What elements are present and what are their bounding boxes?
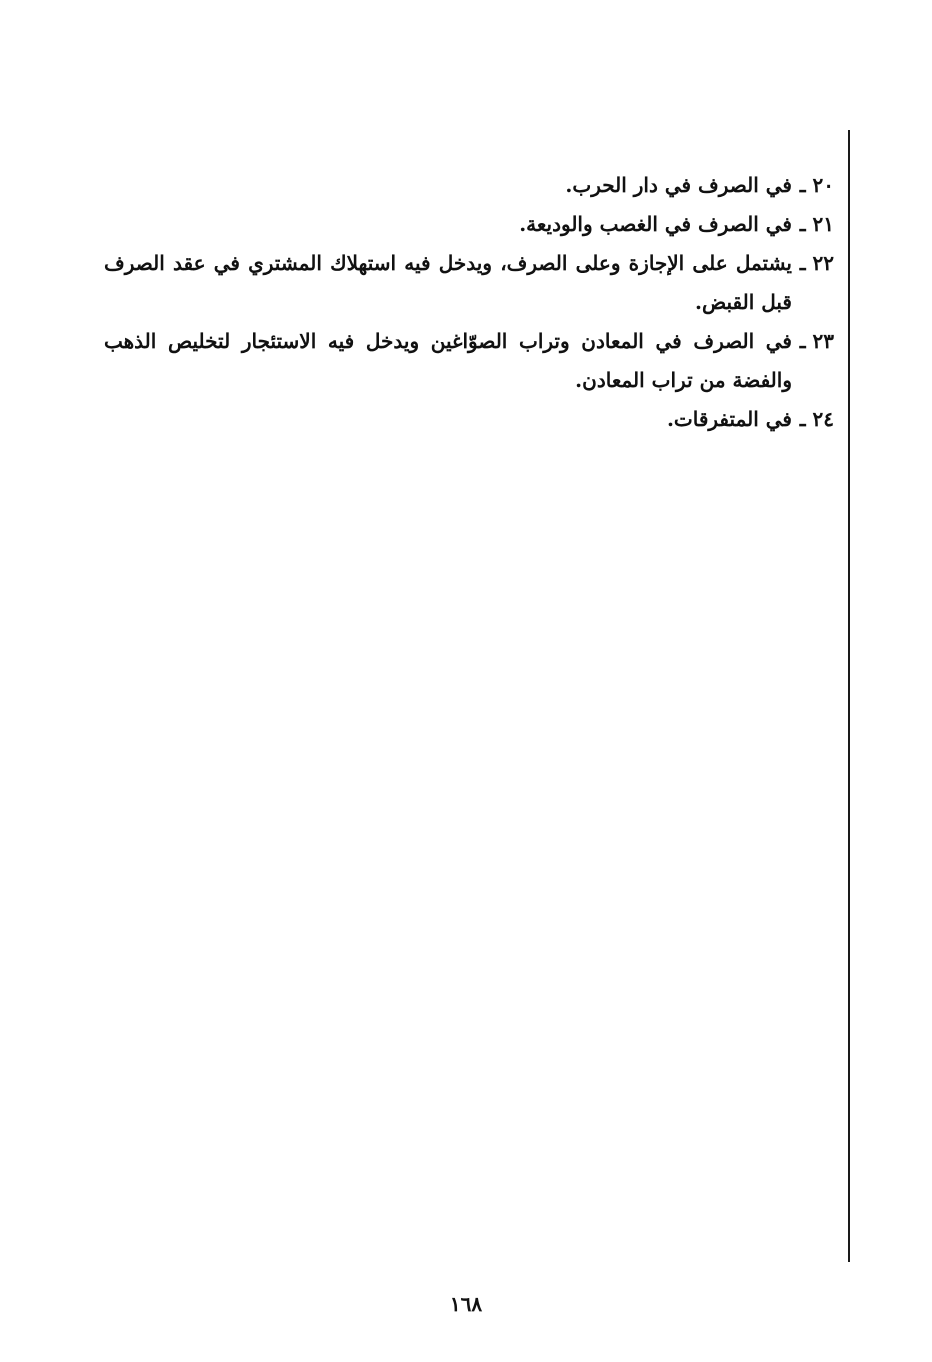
item-number: ٢٠ ـ (799, 173, 834, 197)
list-item (104, 400, 834, 439)
list-item (104, 244, 834, 322)
page-number: ١٦٨ (449, 1292, 483, 1316)
item-number: ٢١ ـ (799, 212, 834, 236)
margin-rule (848, 130, 850, 1262)
list-item (104, 205, 834, 244)
item-text: في الصرف في الغصب والوديعة. (519, 212, 792, 236)
list-item (104, 166, 834, 205)
item-text: في الصرف في دار الحرب. (565, 173, 792, 197)
item-number: ٢٢ ـ (799, 251, 834, 275)
item-text: في المتفرقات. (666, 407, 792, 431)
item-text: في الصرف في المعادن وتراب الصوّاغين ويدخل فيه الاستئجار لتخليص الذهب والفضة من تراب المعادن. (104, 329, 792, 392)
item-number: ٢٤ ـ (799, 407, 834, 431)
item-text: يشتمل على الإجازة وعلى الصرف، ويدخل فيه استهلاك المشتري في عقد الصرف قبل القبض. (104, 251, 792, 314)
item-number: ٢٣ ـ (799, 329, 834, 353)
chapter-list (104, 166, 834, 439)
list-item (104, 322, 834, 400)
